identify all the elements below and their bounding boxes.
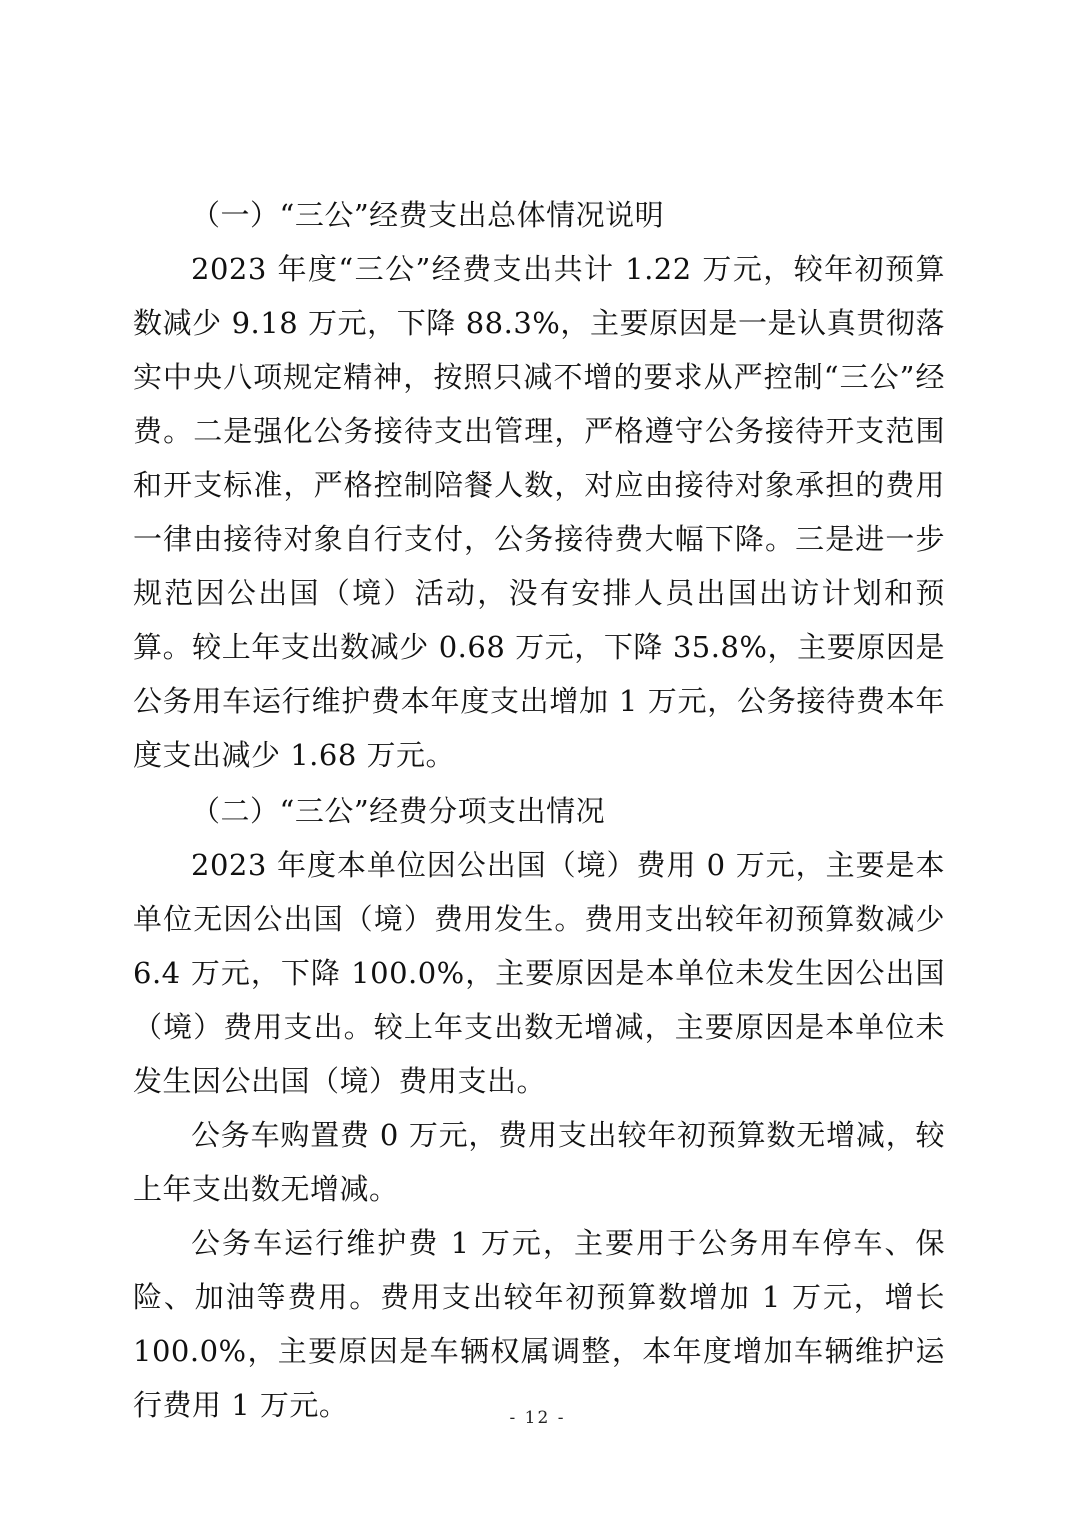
paragraph-vehicle-purchase: 公务车购置费 0 万元，费用支出较年初预算数无增减，较上年支出数无增减。: [133, 1118, 945, 1206]
section-heading-overall: （一）“三公”经费支出总体情况说明: [191, 198, 665, 232]
paragraph-vehicle-maintenance: 公务车运行维护费 1 万元，主要用于公务用车停车、保险、加油等费用。费用支出较年初预算数增加 1 万元，增长 100.0%，主要原因是车辆权属调整，本年度增加车辆维护运行费用 1 万元。: [133, 1226, 945, 1422]
section-heading-itemized: （二）“三公”经费分项支出情况: [191, 794, 606, 828]
page-number: - 12 -: [509, 1408, 566, 1428]
paragraph-overseas-travel: 2023 年度本单位因公出国（境）费用 0 万元，主要是本单位无因公出国（境）费用发生。费用支出较年初预算数减少 6.4 万元，下降 100.0%，主要原因是本单位未发生因公出国（境）费用支出。较上年支出数无增减，主要原因是本单位未发生因公出国（境）费用支出。: [133, 848, 945, 1098]
document-body: [133, 186, 945, 1432]
paragraph-overall: 2023 年度“三公”经费支出共计 1.22 万元，较年初预算数减少 9.18 万元，下降 88.3%，主要原因是一是认真贯彻落实中央八项规定精神，按照只减不增的要求从严控制“三公”经费。二是强化公务接待支出管理，严格遵守公务接待开支范围和开支标准，严格控制陪餐人数，对应由接待对象承担的费用一律由接待对象自行支付，公务接待费大幅下降。三是进一步规范因公出国（境）活动，没有安排人员出国出访计划和预算。较上年支出数减少 0.68 万元，下降 35.8%，主要原因是公务用车运行维护费本年度支出增加 1 万元，公务接待费本年度支出减少 1.68 万元。: [133, 252, 945, 772]
